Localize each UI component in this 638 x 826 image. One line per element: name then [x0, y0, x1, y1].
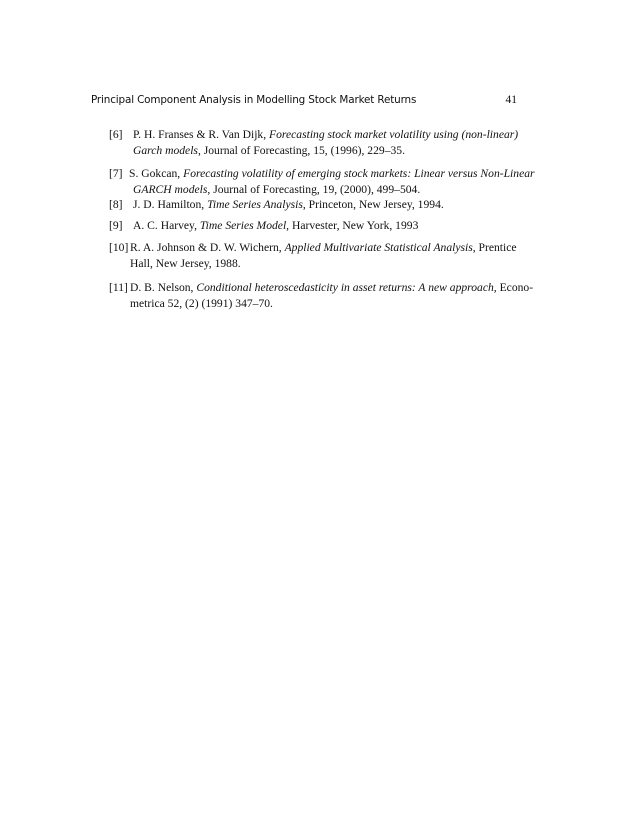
reference-number: [7] [109, 167, 123, 180]
reference-title: Conditional heteroscedasticity in asset returns: A new approach [196, 281, 494, 294]
reference-authors: D. B. Nelson, [130, 281, 197, 294]
reference-body [129, 166, 535, 198]
reference-line [130, 256, 519, 272]
reference-publication: , Journal of Forecasting, 19, (2000), 499–504. [207, 183, 421, 196]
reference-line [129, 182, 519, 198]
reference-line [133, 218, 519, 234]
running-title: Principal Component Analysis in Modelling Stock Market Returns [91, 94, 417, 106]
reference-title: Time Series Analysis [207, 198, 303, 211]
reference-title: Applied Multivariate Statistical Analysis [284, 241, 473, 254]
reference-publication: , Princeton, New Jersey, 1994. [302, 198, 444, 211]
reference-title-continued: Garch models [133, 144, 198, 157]
reference-number: [11] [109, 281, 128, 294]
page-number: 41 [505, 94, 517, 106]
reference-publication: , Journal of Forecasting, 15, (1996), 229–35. [197, 144, 405, 157]
reference-authors: P. H. Franses & R. Van Dijk, [133, 128, 270, 141]
reference-body [133, 197, 519, 213]
reference-line [129, 166, 535, 182]
reference-line [133, 127, 519, 143]
reference-number: [8] [109, 198, 123, 211]
reference-publisher: , Prentice [472, 241, 517, 254]
reference-title: Forecasting volatility of emerging stock markets: Linear versus Non-Linear [183, 167, 535, 180]
reference-line [133, 143, 519, 159]
reference-publication: , Harvester, New York, 1993 [286, 219, 419, 232]
reference-authors: R. A. Johnson & D. W. Wichern, [130, 241, 285, 254]
reference-number: [9] [109, 219, 123, 232]
reference-title: Forecasting stock market volatility using (non-linear) [269, 128, 519, 141]
reference-body [130, 240, 519, 272]
reference-journal: , Econo- [493, 281, 534, 294]
reference-publication: metrica 52, (2) (1991) 347–70. [130, 297, 273, 310]
reference-authors: S. Gokcan, [129, 167, 184, 180]
reference-authors: A. C. Harvey, [133, 219, 200, 232]
reference-body [133, 218, 519, 234]
reference-line [130, 240, 519, 256]
reference-line [133, 197, 519, 213]
reference-body [133, 127, 519, 159]
reference-number: [6] [109, 128, 123, 141]
reference-number: [10] [109, 241, 129, 254]
reference-body [130, 280, 534, 312]
reference-authors: J. D. Hamilton, [133, 198, 208, 211]
reference-title-continued: GARCH models [133, 183, 208, 196]
reference-line [130, 280, 534, 296]
reference-publication: Hall, New Jersey, 1988. [130, 257, 241, 270]
reference-title: Time Series Model [199, 219, 287, 232]
reference-line [130, 296, 519, 312]
